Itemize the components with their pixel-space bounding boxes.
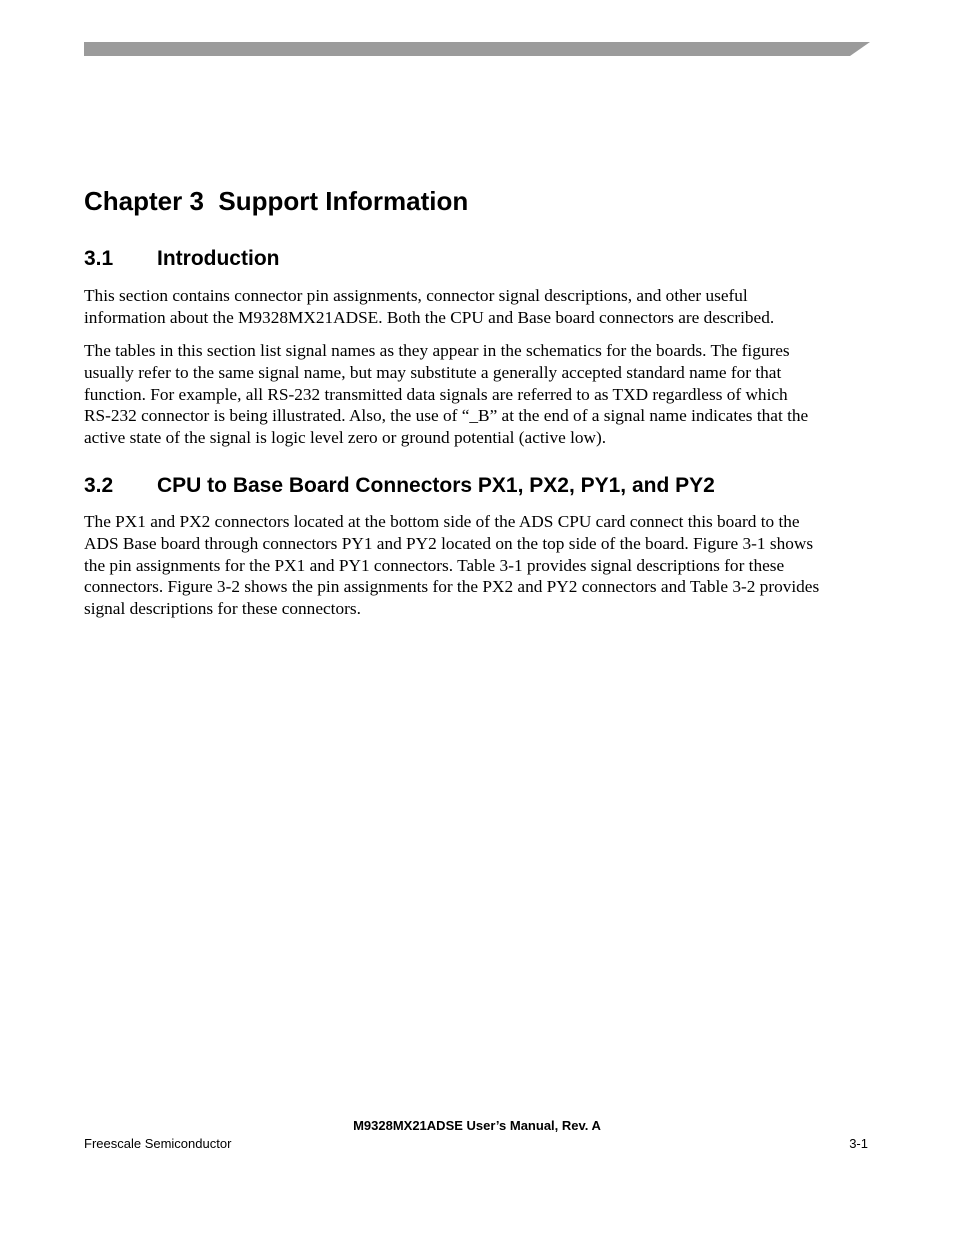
text-line: usually refer to the same signal name, but may substitute a generally accepted standard name for that [84,362,782,382]
section-heading-connectors [84,474,715,498]
text-line: RS-232 connector is being illustrated. Also, the use of “_B” at the end of a signal name indicates that the [84,406,809,426]
chapter-title: Chapter 3 Support Information [84,186,469,216]
footer-page-number: 3-1 [849,1136,868,1151]
paragraph-intro-2 [84,340,870,449]
paragraph-connectors-1 [84,511,870,620]
paragraph-intro-1 [84,285,870,329]
text-line: the pin assignments for the PX1 and PY1 connectors. Table 3-1 provides signal descriptions for these [84,555,785,575]
footer-company: Freescale Semiconductor [84,1136,232,1151]
section-heading-introduction [84,247,279,271]
section-number: 3.2 [84,474,114,497]
text-line: ADS Base board through connectors PY1 and PY2 located on the top side of the board. Figure 3-1 shows [84,533,814,553]
text-line: information about the M9328MX21ADSE. Both the CPU and Base board connectors are described. [84,307,775,327]
text-line: active state of the signal is logic level zero or ground potential (active low). [84,428,607,448]
text-line: The tables in this section list signal names as they appear in the schematics for the boards. The figures [84,341,790,360]
section-number: 3.1 [84,247,114,270]
footer-manual-title: M9328MX21ADSE User’s Manual, Rev. A [353,1118,601,1133]
text-line: signal descriptions for these connectors. [84,599,361,619]
section-title: Introduction [157,247,280,270]
section-title: CPU to Base Board Connectors PX1, PX2, PY1, and PY2 [157,474,715,497]
text-line: function. For example, all RS-232 transmitted data signals are referred to as TXD regardless of which [84,384,788,404]
text-line: connectors. Figure 3-2 shows the pin assignments for the PX2 and PY2 connectors and Table 3-2 provides [84,577,820,597]
text-line: This section contains connector pin assignments, connector signal descriptions, and other useful [84,286,748,305]
header-bar [84,42,870,56]
text-line: The PX1 and PX2 connectors located at the bottom side of the ADS CPU card connect this board to the [84,512,800,531]
